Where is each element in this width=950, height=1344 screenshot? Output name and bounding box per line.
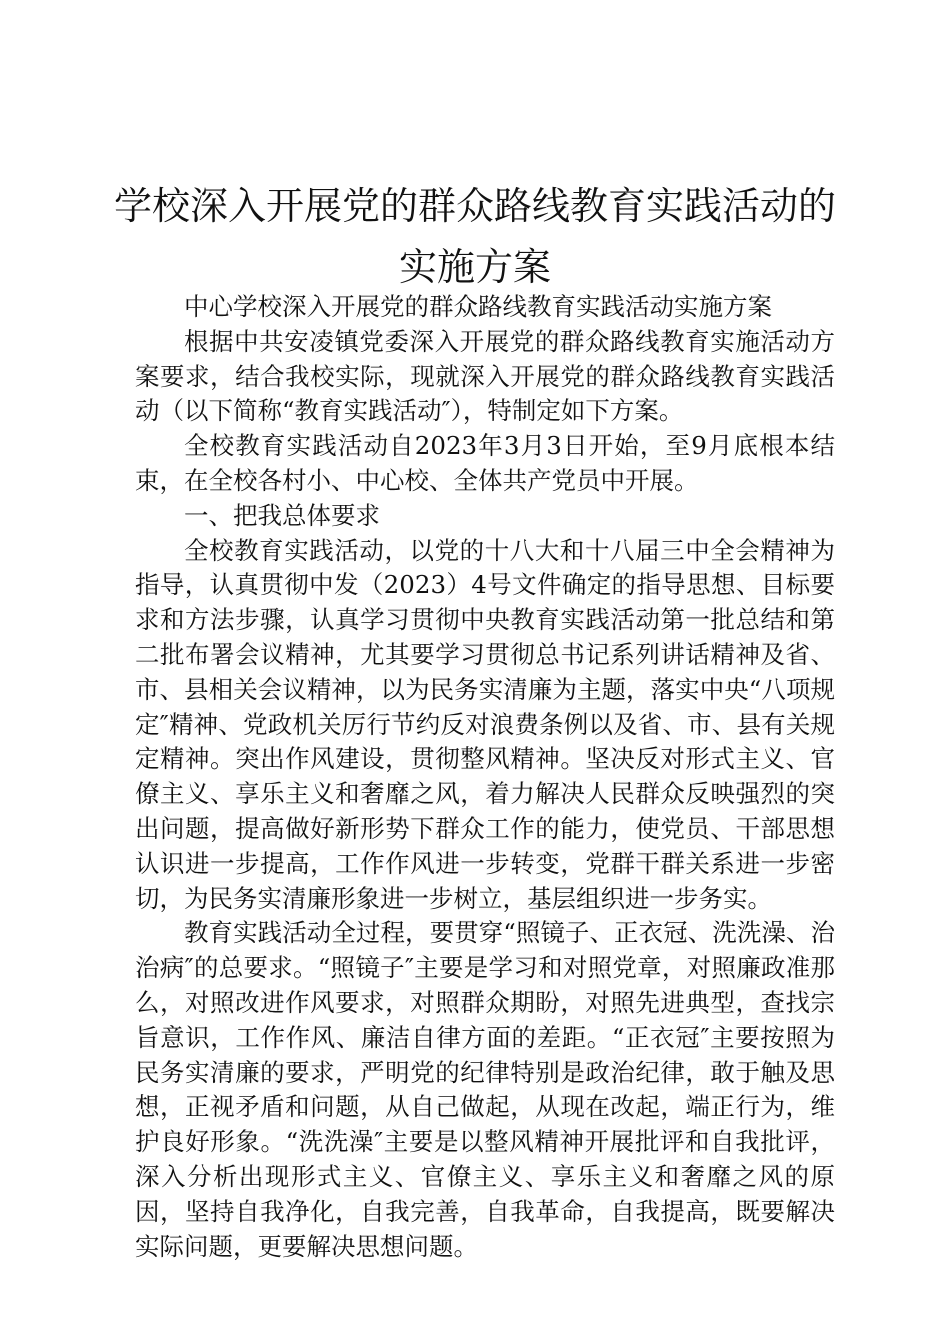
paragraph-requirements: 教育实践活动全过程，要贯穿“照镜子、正衣冠、洗洗澡、治治病″的总要求。“照镜子″主要是学习和对照党章，对照廉政准那么，对照改进作风要求，对照群众期盼，对照先进典型，查找宗旨意识，工作作风、廉洁自律方面的差距。“正衣冠″主要按照为民务实清廉的要求，严明党的纪律特别是政治纪律，敢于触及思想，正视矛盾和问题，从自己做起，从现在改起，端正行为，维护良好形象。“洗洗澡″主要是以整风精神开展批评和自我批评，深入分析出现形式主义、官僚主义、享乐主义和奢靡之风的原因，坚持自我净化，自我完善，自我革命，自我提高，既要解决实际问题，更要解决思想问题。 xyxy=(135,918,835,1261)
paragraph-subtitle: 中心学校深入开展党的群众路线教育实践活动实施方案 xyxy=(184,292,772,321)
document-title-line-2: 实施方案 xyxy=(398,245,551,289)
document-body xyxy=(135,290,835,1264)
paragraph-schedule: 全校教育实践活动自2023年3月3日开始，至9月底根本结束，在全校各村小、中心校、全体共产党员中开展。 xyxy=(135,431,835,495)
paragraph-basis: 根据中共安凌镇党委深入开展党的群众路线教育实施活动方案要求，结合我校实际，现就深入开展党的群众路线教育实践活动（以下简称“教育实践活动″），特制定如下方案。 xyxy=(135,326,835,426)
paragraph-guidance: 全校教育实践活动，以党的十八大和十八届三中全会精神为指导，认真贯彻中发（2023）4号文件确定的指导思想、目标要求和方法步骤，认真学习贯彻中央教育实践活动第一批总结和第二批布署会议精神，尤其要学习贯彻总书记系列讲话精神及省、市、县相关会议精神，以为民务实清廉为主题，落实中央“八项规定″精神、党政机关厉行节约反对浪费条例以及省、市、县有关规定精神。突出作风建设，贯彻整风精神。坚决反对形式主义、官僚主义、享乐主义和奢靡之风，着力解决人民群众反映强烈的突出问题，提高做好新形势下群众工作的能力，使党员、干部思想认识进一步提高，工作作风进一步转变，党群干群关系进一步密切，为民务实清廉形象进一步树立，基层组织进一步务实。 xyxy=(135,535,835,913)
section-heading: 一、把我总体要求 xyxy=(184,500,380,530)
document-title-line-1: 学校深入开展党的群众路线教育实践活动的 xyxy=(113,184,836,228)
